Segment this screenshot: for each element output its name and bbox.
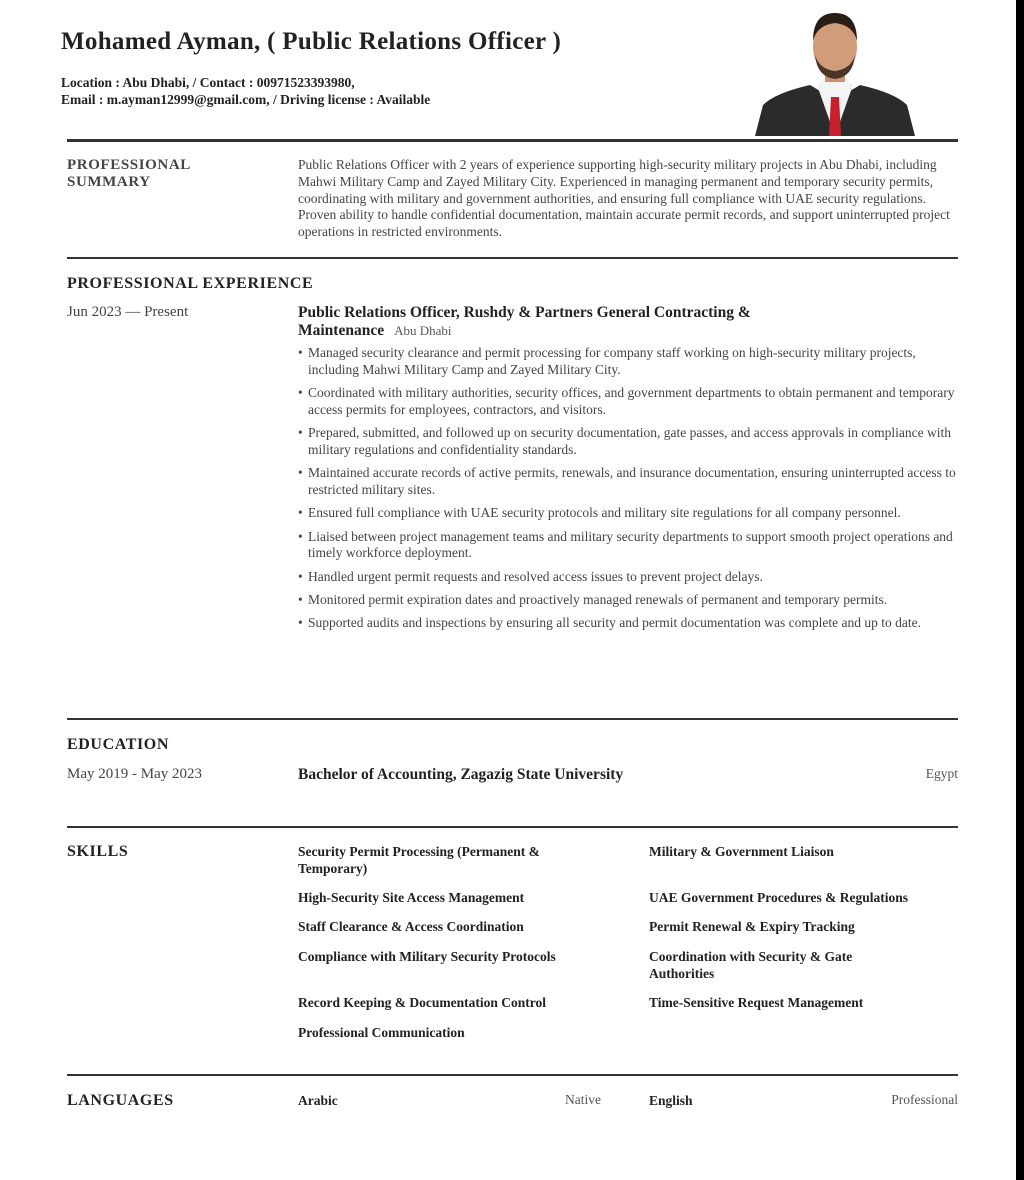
skill-item: Record Keeping & Documentation Control [298,995,546,1010]
skill-item: Security Permit Processing (Permanent & Temporary) [298,844,540,876]
skill-item: Permit Renewal & Expiry Tracking [649,919,855,934]
experience-bullet: • Supported audits and inspections by ensuring all security and permit documentation was complete and up to date. [298,615,958,632]
experience-bullet: • Coordinated with military authorities, security offices, and government departments to obtain permanent and temporary access permits for employees, contractors, and visitors. [298,385,958,419]
languages-section [67,1092,958,1109]
job-title: Public Relations Officer, Rushdy & Partners General Contracting & Maintenance Abu Dhabi [298,304,751,339]
education-dates: May 2019 - May 2023 [67,766,202,782]
contact-line-2: Email : m.ayman12999@gmail.com, / Driving license : Available [61,92,431,107]
divider [67,826,958,828]
divider [67,257,958,259]
contact-info [61,74,430,108]
job-location: Abu Dhabi [394,323,452,338]
education-location: Egypt [925,766,958,781]
skills-heading: SKILLS [67,843,129,860]
divider [67,718,958,720]
skill-item: High-Security Site Access Management [298,890,525,905]
divider [67,139,958,142]
education-degree: Bachelor of Accounting, Zagazig State University [298,766,624,783]
summary-heading: PROFESSIONAL SUMMARY [67,157,191,190]
experience-bullet: • Ensured full compliance with UAE security protocols and military site regulations for all company personnel. [298,505,958,522]
skill-item: Coordination with Security & Gate Authorities [649,949,853,981]
profile-photo [755,5,915,136]
skill-item: Compliance with Military Security Protocols [298,949,556,964]
experience-bullet: • Maintained accurate records of active permits, renewals, and insurance documentation, ensuring uninterrupted access to restricted military sites. [298,465,958,499]
experience-heading: PROFESSIONAL EXPERIENCE [67,275,314,292]
experience-dates: Jun 2023 — Present [67,304,189,320]
candidate-name: Mohamed Ayman, ( Public Relations Officer ) [61,28,562,55]
experience-bullet: • Prepared, submitted, and followed up on security documentation, gate passes, and access approvals in compliance with military regulations and confidentiality standards. [298,425,958,459]
screen-edge [1016,0,1024,1180]
skill-item: Staff Clearance & Access Coordination [298,919,524,934]
experience-bullets [298,345,958,632]
language-level: Professional [891,1092,958,1107]
experience-section [67,275,958,631]
experience-bullet: • Liaised between project management teams and military security departments to support smooth project operations and timely workforce deployment. [298,529,958,563]
summary-text: Public Relations Officer with 2 years of experience supporting high-security military projects in Abu Dhabi, including Mahwi Military Camp and Zayed Military City. Experienced in managing permanent and temporary security permits, coordinating with military and government authorities, and ensuring full compliance with UAE security regulations. Proven ability to handle confidential documentation, maintain accurate permit records, and support uninterrupted project operations in restricted environments. [298,157,950,240]
skill-item: UAE Government Procedures & Regulations [649,890,908,905]
language-level: Native [565,1092,601,1107]
skills-section [67,843,958,1040]
experience-bullet: • Monitored permit expiration dates and proactively managed renewals of permanent and temporary permits. [298,592,958,609]
education-section [67,736,958,783]
skill-item: Time-Sensitive Request Management [649,995,864,1010]
languages-heading: LANGUAGES [67,1092,174,1109]
contact-line-1: Location : Abu Dhabi, / Contact : 00971523393980, [61,75,355,90]
divider [67,1074,958,1076]
language-name: English [649,1093,693,1108]
language-name: Arabic [298,1093,338,1108]
education-heading: EDUCATION [67,736,170,753]
skill-item: Professional Communication [298,1025,465,1040]
experience-bullet: • Managed security clearance and permit processing for company staff working on high-security military projects, including Mahwi Military Camp and Zayed Military City. [298,345,958,379]
skill-item: Military & Government Liaison [649,844,834,859]
experience-bullet: • Handled urgent permit requests and resolved access issues to prevent project delays. [298,569,958,586]
